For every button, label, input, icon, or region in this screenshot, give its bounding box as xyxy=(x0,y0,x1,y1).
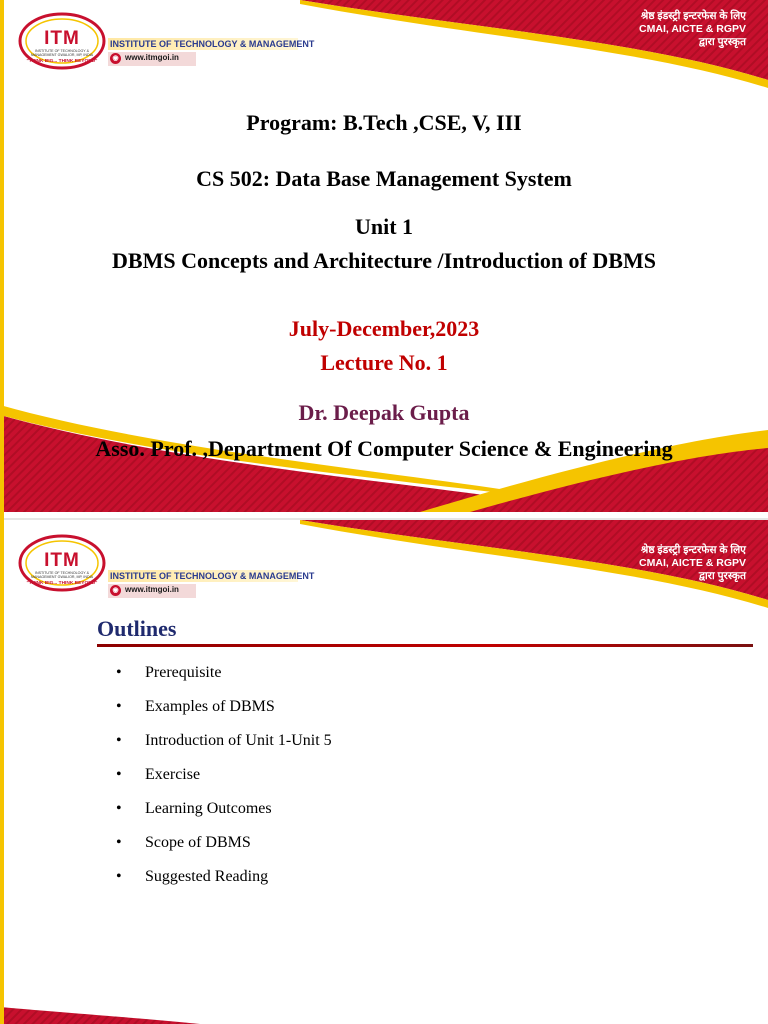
course-title: CS 502: Data Base Management System xyxy=(196,166,572,191)
globe-icon: ◉ xyxy=(110,585,121,596)
award-line-1: श्रेष्ठ इंडस्ट्री इन्टरफेस के लिए xyxy=(640,544,746,556)
logo-tagline: "THINK BIG... THINK BEYOND" xyxy=(26,581,98,586)
website-link[interactable]: www.itmgoi.in xyxy=(125,585,179,594)
logo-tagline: "THINK BIG... THINK BEYOND" xyxy=(26,59,98,64)
award-line-2: CMAI, AICTE & RGPV xyxy=(639,23,746,35)
lecture-label: Lecture No. 1 xyxy=(320,350,448,375)
logo-small-text: INSTITUTE OF TECHNOLOGY & MANAGEMENT GWALIOR, MP, INDIA xyxy=(30,49,94,58)
award-text xyxy=(586,10,746,49)
logo-small-text: INSTITUTE OF TECHNOLOGY & MANAGEMENT GWALIOR, MP, INDIA xyxy=(30,571,94,580)
list-item: • Introduction of Unit 1-Unit 5 xyxy=(116,732,332,766)
institute-name: INSTITUTE OF TECHNOLOGY & MANAGEMENT xyxy=(110,571,315,581)
website-link[interactable]: www.itmgoi.in xyxy=(125,53,179,62)
outline-list xyxy=(116,664,332,902)
list-item: • Suggested Reading xyxy=(116,868,332,902)
itm-logo xyxy=(18,534,106,592)
session-label: July-December,2023 xyxy=(288,316,480,341)
author-designation: Asso. Prof. ,Department Of Computer Science & Engineering xyxy=(95,436,673,461)
institute-name: INSTITUTE OF TECHNOLOGY & MANAGEMENT xyxy=(110,39,315,49)
itm-logo xyxy=(18,12,106,70)
list-item: • Scope of DBMS xyxy=(116,834,332,868)
list-item: • Learning Outcomes xyxy=(116,800,332,834)
author-name: Dr. Deepak Gupta xyxy=(298,400,470,425)
program-title: Program: B.Tech ,CSE, V, III xyxy=(246,110,522,135)
outlines-title: Outlines xyxy=(97,616,177,641)
logo-text: ITM xyxy=(44,28,80,49)
award-line-3: द्वारा पुरस्कृत xyxy=(698,570,746,582)
logo-text: ITM xyxy=(44,550,80,571)
award-line-1: श्रेष्ठ इंडस्ट्री इन्टरफेस के लिए xyxy=(640,10,746,22)
award-line-2: CMAI, AICTE & RGPV xyxy=(639,557,746,569)
globe-icon: ◉ xyxy=(110,53,121,64)
award-text xyxy=(586,544,746,583)
list-item: • Examples of DBMS xyxy=(116,698,332,732)
title-divider xyxy=(97,644,753,647)
award-line-3: द्वारा पुरस्कृत xyxy=(698,36,746,48)
list-item: • Prerequisite xyxy=(116,664,332,698)
slide-outlines xyxy=(0,512,768,1024)
unit-title: DBMS Concepts and Architecture /Introduction of DBMS xyxy=(112,248,656,273)
unit-label: Unit 1 xyxy=(354,214,414,239)
list-item: • Exercise xyxy=(116,766,332,800)
